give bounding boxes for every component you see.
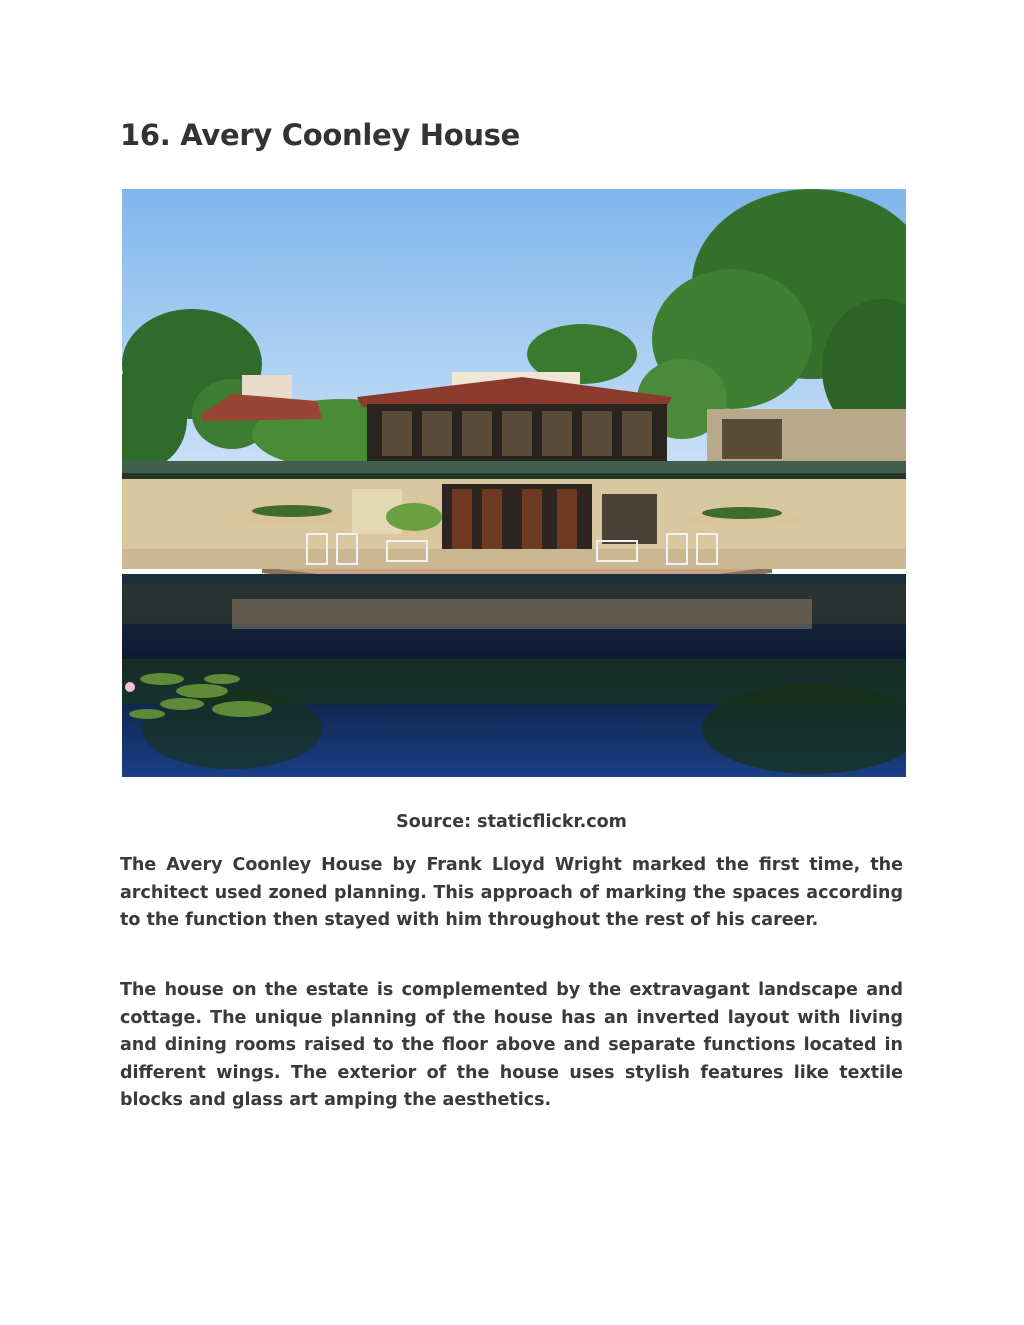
image-source-caption: Source: staticflickr.com [396, 812, 627, 832]
house-photo [122, 189, 906, 777]
page-title: 16. Avery Coonley House [120, 118, 521, 152]
body-paragraph: The house on the estate is complemented by the extravagant landscape and cottage. The unique planning of the house has an inverted layout with living and dining rooms raised to the floor above and separate functions located in different wings. The exterior of the house uses stylish features like textile blocks and glass art amping the aesthetics. [120, 980, 903, 1111]
body-paragraph: The Avery Coonley House by Frank Lloyd Wright marked the first time, the architect used zoned planning. This approach of marking the spaces according to the function then stayed with him throughout the rest of his career. [120, 855, 903, 931]
